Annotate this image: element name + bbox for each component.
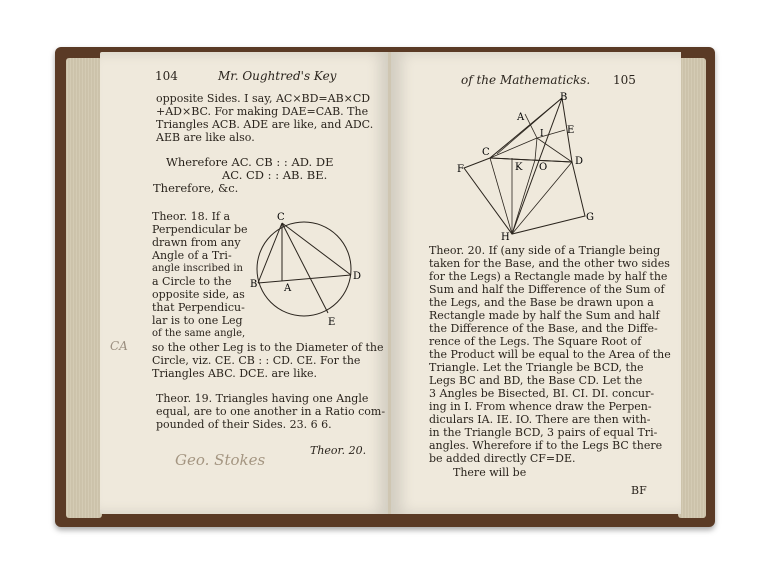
theor20-line: Triangle. Let the Triangle be BCD, the: [429, 361, 644, 374]
theor18-full-line: so the other Leg is to the Diameter of the: [152, 341, 384, 354]
theor20-line: the Product will be equal to the Area of the: [429, 348, 671, 361]
theor18-line: a Circle to the: [152, 275, 232, 288]
theor18-line: opposite side, as: [152, 288, 245, 301]
figure-label: K: [515, 162, 523, 173]
right-page: [391, 52, 681, 514]
figure-label: E: [567, 125, 575, 136]
theor20-line: in the Triangle BCD, 3 pairs of equal Tri-: [429, 426, 658, 439]
theor20-line: the Difference of the Base, and the Diffe-: [429, 322, 658, 335]
theor19-line: equal, are to one another in a Ratio com-: [156, 405, 386, 418]
theor18-line: that Perpendicu-: [152, 301, 245, 314]
theor20-line: for the Legs) a Rectangle made by half the: [429, 270, 668, 283]
figure-label: B: [250, 279, 258, 290]
page-edges-right: [678, 58, 706, 518]
theor20-line: taken for the Base, and the other two sides: [429, 257, 670, 270]
figure-label: I: [540, 129, 544, 139]
figure-label: D: [353, 271, 362, 282]
theor20-line: diculars IA. IE. IO. There are then with-: [429, 413, 651, 426]
circle-figure: [250, 207, 368, 332]
figure-label: H: [501, 232, 510, 242]
theor20-line: the Legs, and the Base be drawn upon a: [429, 296, 654, 309]
text-line: AEB are like also.: [156, 131, 255, 144]
page-edges-left: [66, 58, 102, 518]
theor20-line: Theor. 20. If (any side of a Triangle being: [429, 244, 661, 257]
theor18-line: Angle of a Tri-: [152, 249, 232, 262]
wherefore-line: Wherefore AC. CB : : AD. DE: [166, 155, 334, 169]
figure-label: E: [328, 317, 336, 328]
right-catchword: BF: [631, 484, 647, 497]
figure-label: A: [517, 112, 525, 123]
theor20-line: Rectangle made by half the Sum and half: [429, 309, 660, 322]
figure-label: B: [560, 92, 568, 103]
theor20-line: be added directly CF=DE.: [429, 452, 576, 465]
left-page: [100, 52, 390, 514]
left-catchword: Theor. 20.: [310, 444, 367, 457]
theor20-line: ing in I. From whence draw the Perpen-: [429, 400, 652, 413]
theor18-line: Perpendicular be: [152, 223, 248, 236]
figure-label: D: [575, 156, 584, 167]
theor20-line: Legs BC and BD, the Base CD. Let the: [429, 374, 643, 387]
figure-label: A: [284, 283, 292, 294]
figure-label: O: [539, 162, 548, 173]
theor20-line: Sum and half the Difference of the Sum of: [429, 283, 665, 296]
left-running-head: Mr. Oughtred's Key: [218, 69, 337, 83]
triangle-figure: [457, 92, 597, 242]
figure-label: F: [457, 164, 464, 175]
theor18-line: of the same angle,: [152, 328, 246, 339]
theor19-line: Theor. 19. Triangles having one Angle: [156, 392, 369, 405]
right-page-number: 105: [613, 73, 636, 87]
wherefore-line: AC. CD : : AB. BE.: [222, 168, 328, 182]
theor18-full-line: Triangles ABC. DCE. are like.: [152, 367, 318, 380]
signature: Geo. Stokes: [175, 451, 266, 469]
theor18-line: drawn from any: [152, 236, 241, 249]
figure-label: G: [586, 212, 594, 223]
text-line: Triangles ACB. ADE are like, and ADC.: [156, 118, 374, 131]
therefore-line: Therefore, &c.: [153, 181, 239, 195]
right-running-head: of the Mathematicks.: [461, 73, 591, 87]
theor19-line: pounded of their Sides. 23. 6 6.: [156, 418, 332, 431]
theor18-full-line: Circle, viz. CE. CB : : CD. CE. For the: [152, 354, 361, 367]
theor18-line: Theor. 18. If a: [152, 210, 231, 223]
margin-note: CA: [110, 339, 128, 353]
text-line: opposite Sides. I say, AC×BD=AB×CD: [156, 92, 371, 105]
theor18-line: lar is to one Leg: [152, 314, 243, 327]
theor20-line: 3 Angles be Bisected, BI. CI. DI. concur-: [429, 387, 655, 400]
figure-label: C: [277, 212, 285, 223]
theor20-line: angles. Wherefore if to the Legs BC there: [429, 439, 663, 452]
theor18-line: angle inscribed in: [152, 263, 243, 274]
figure-label: C: [482, 147, 490, 158]
last-line: There will be: [453, 466, 527, 479]
theor20-line: rence of the Legs. The Square Root of: [429, 335, 642, 348]
text-line: +AD×BC. For making DAE=CAB. The: [156, 105, 369, 118]
left-page-number: 104: [155, 69, 178, 83]
